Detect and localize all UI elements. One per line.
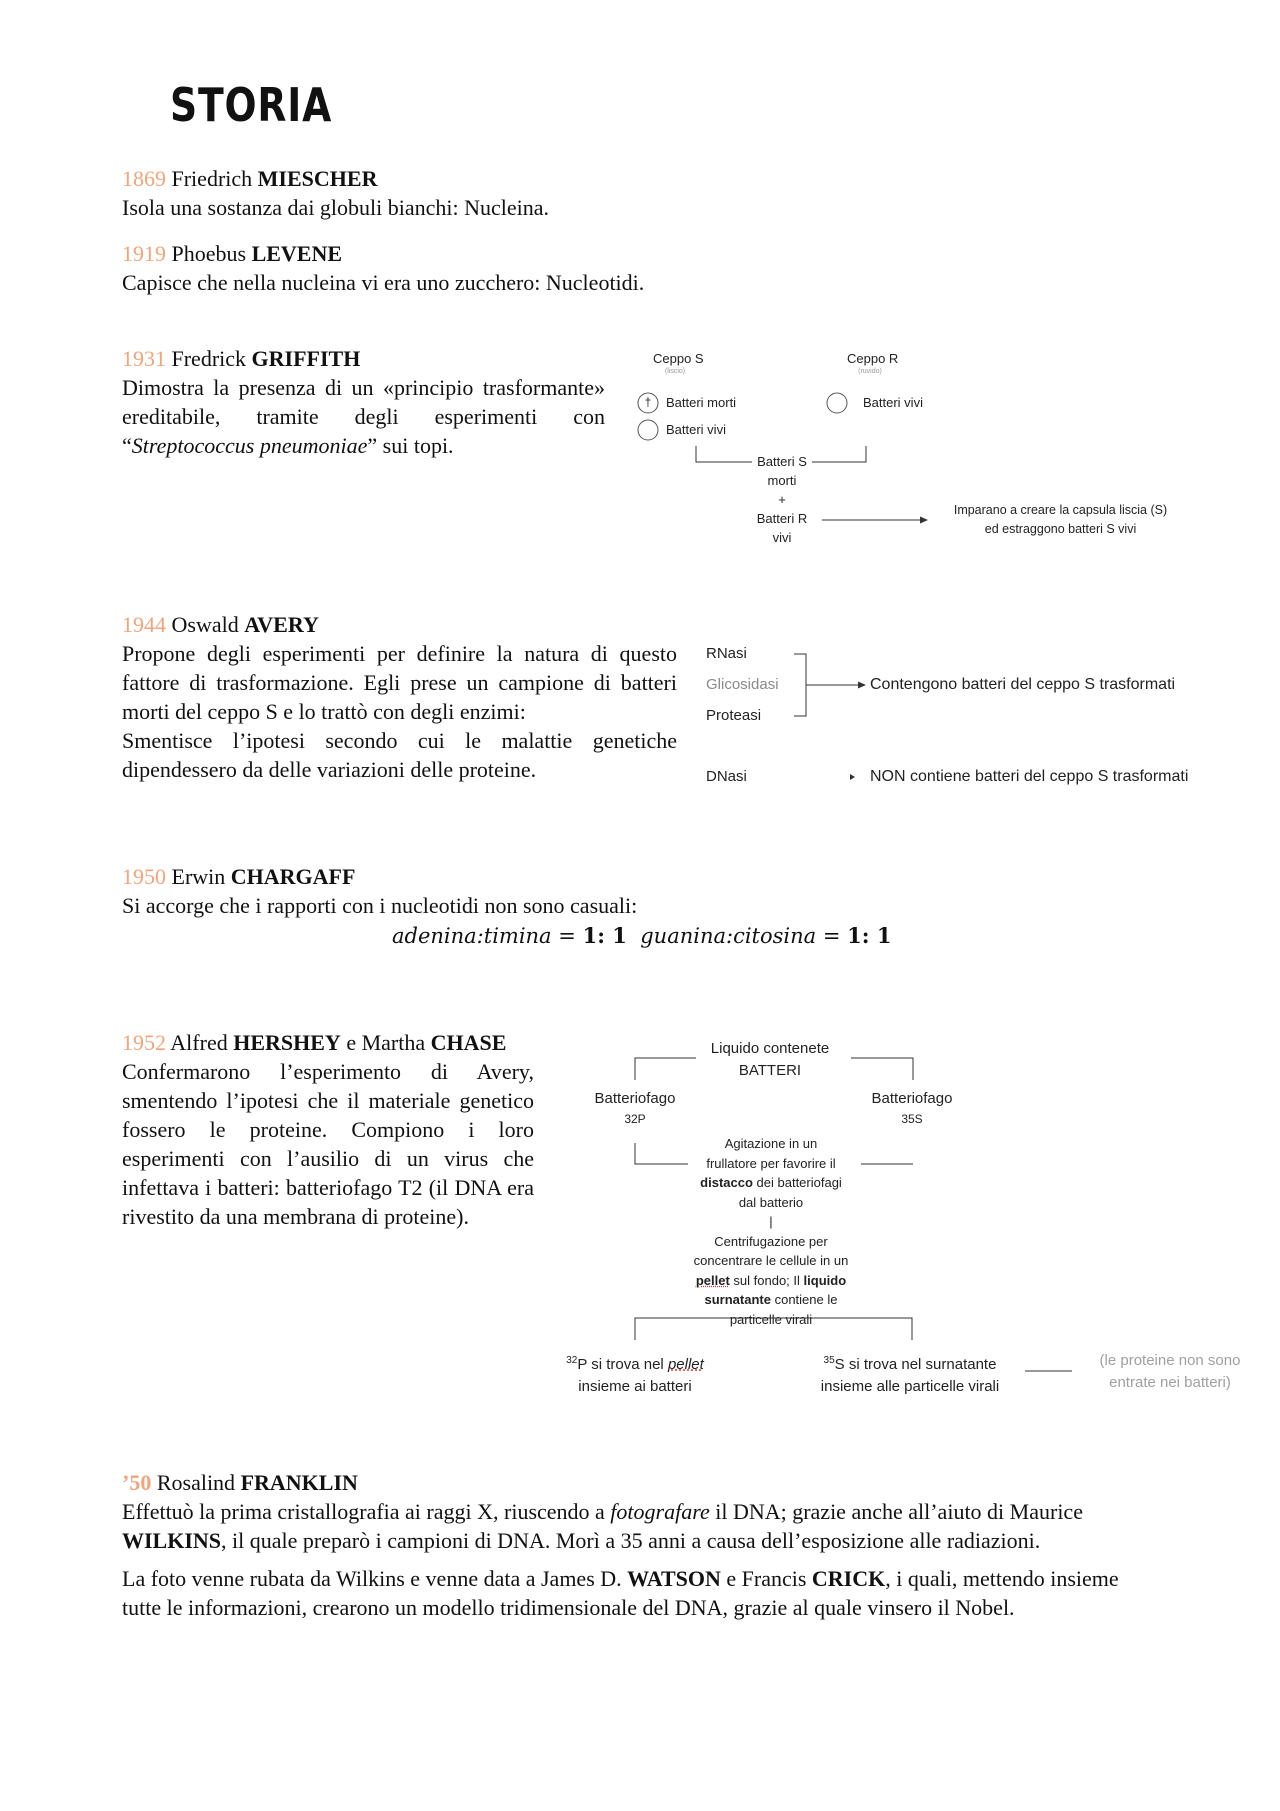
griffith-first: Fredrick: [171, 346, 247, 371]
ceppo-s-sub: (liscio): [664, 368, 686, 375]
franklin-heading: [122, 1468, 1162, 1497]
hershey-top-node: Liquido contenete BATTERI: [710, 1040, 830, 1079]
miescher-year: 1869: [122, 166, 166, 191]
enzyme-rnasi: RNasi: [706, 645, 747, 662]
result-32p: $^{32}$P si trova nel pellet insieme ai batteri: [566, 1355, 704, 1395]
ceppo-s-label: Ceppo S: [653, 351, 704, 366]
griffith-text: Dimostra la presenza di un «principio trasformante» ereditabile, tramite degli esperimenti con “Streptococcus pneumoniae” sui topi.: [122, 375, 605, 458]
avery-result-negative: NON contiene batteri del ceppo S trasformati: [870, 768, 1189, 785]
franklin-first: Rosalind: [156, 1470, 236, 1495]
page-title: STORIA: [170, 78, 333, 132]
section-chargaff: [122, 862, 1182, 920]
levene-first: Phoebus: [171, 241, 247, 266]
enzyme-proteasi: Proteasi: [706, 707, 762, 724]
avery-text2: Smentisce l’ipotesi secondo cui le malattie genetiche dipendessero da delle variazioni delle proteine.: [122, 728, 677, 782]
dead-cross-icon: †: [644, 395, 652, 409]
phage-35s: Batteriofago 35S: [871, 1090, 953, 1126]
chargaff-equation: adenina:timina = 1: 1 guanina:citosina = 1: 1: [392, 923, 892, 948]
ceppo-r-sub: (ruvido): [858, 368, 882, 375]
levene-text: Capisce che nella nucleina vi era uno zucchero: Nucleotidi.: [122, 270, 645, 295]
result-35s: $^{35}$S si trova nel surnatante insieme alle particelle virali: [820, 1355, 1000, 1395]
live-bacteria-circle-s: [638, 420, 658, 440]
avery-result-positive: Contengono batteri del ceppo S trasformati: [870, 676, 1176, 693]
section-hershey: [122, 1028, 534, 1231]
avery-text: Propone degli esperimenti per definire la natura di questo fattore di trasformazione. Egli prese un campione di batteri morti del ceppo S e lo trattò con degli enzimi:: [122, 641, 677, 724]
hershey-and: e Martha: [346, 1030, 426, 1055]
live-bacteria-circle-r: [827, 393, 847, 413]
miescher-last: MIESCHER: [257, 166, 378, 191]
chargaff-last: CHARGAFF: [230, 864, 356, 889]
levene-last: LEVENE: [251, 241, 343, 266]
miescher-text: Isola una sostanza dai globuli bianchi: Nucleina.: [122, 195, 550, 220]
r-alive-label: Batteri vivi: [863, 395, 923, 410]
protein-note: (le proteine non sono entrate nei batteri): [1099, 1352, 1241, 1391]
avery-first: Oswald: [171, 612, 239, 637]
phage-32p: Batteriofago 32P: [594, 1090, 676, 1126]
levene-year: 1919: [122, 241, 166, 266]
s-dead-label: Batteri morti: [666, 395, 737, 410]
griffith-last: GRIFFITH: [251, 346, 361, 371]
franklin-year: ’50: [122, 1470, 152, 1495]
chargaff-text: Si accorge che i rapporti con i nucleotidi non sono casuali:: [122, 893, 638, 918]
enzyme-glicosidasi: Glicosidasi: [706, 676, 779, 693]
hershey-last2: CHASE: [430, 1030, 507, 1055]
hershey-last: HERSHEY: [233, 1030, 341, 1055]
ceppo-r-label: Ceppo R: [847, 351, 899, 366]
chargaff-heading: [122, 862, 1182, 891]
franklin-last: FRANKLIN: [240, 1470, 358, 1495]
enzyme-dnasi: DNasi: [706, 768, 747, 785]
mixture-label: Batteri S morti + Batteri R vivi: [756, 454, 808, 545]
section-avery: [122, 610, 677, 784]
franklin-p1: Effettuò la prima cristallografia ai raggi X, riuscendo a fotografare il DNA; grazie anche all’aiuto di Maurice WILKINS, il quale preparò i campioni di DNA. Morì a 35 anni a causa dell’esposizione alle radiazioni.: [122, 1499, 1083, 1553]
hershey-first: Alfred: [170, 1030, 228, 1055]
s-alive-label: Batteri vivi: [666, 422, 726, 437]
avery-year: 1944: [122, 612, 166, 637]
hershey-text: Confermarono l’esperimento di Avery, smentendo l’ipotesi che il materiale genetico fossero le proteine. Compiono i loro esperimenti con l’ausilio di un virus che infettava i batteri: batteriofago T2 (il DNA era rivestito da una membrana di proteine).: [122, 1059, 534, 1229]
avery-last: AVERY: [244, 612, 319, 637]
franklin-p2: La foto venne rubata da Wilkins e venne data a James D. WATSON e Francis CRICK, i quali, mettendo insieme tutte le informazioni, crearono un modello tridimensionale del DNA, grazie al quale vinsero il Nobel.: [122, 1566, 1119, 1620]
chargaff-year: 1950: [122, 864, 166, 889]
hershey-heading: [122, 1028, 534, 1057]
miescher-first: Friedrich: [171, 166, 253, 191]
griffith-year: 1931: [122, 346, 166, 371]
griffith-result: Imparano a creare la capsula liscia (S) ed estraggono batteri S vivi: [953, 503, 1168, 536]
hershey-year: 1952: [122, 1030, 166, 1055]
hershey-process: Agitazione in un frullatore per favorire il distacco dei batteriofagi dal batterio | Centrifugazione per concentrare le cellule in un pellet sul fondo; Il liquido surnatante contiene le particelle virali: [693, 1136, 849, 1327]
avery-heading: [122, 610, 677, 639]
section-franklin: [122, 1468, 1162, 1622]
chargaff-first: Erwin: [171, 864, 226, 889]
